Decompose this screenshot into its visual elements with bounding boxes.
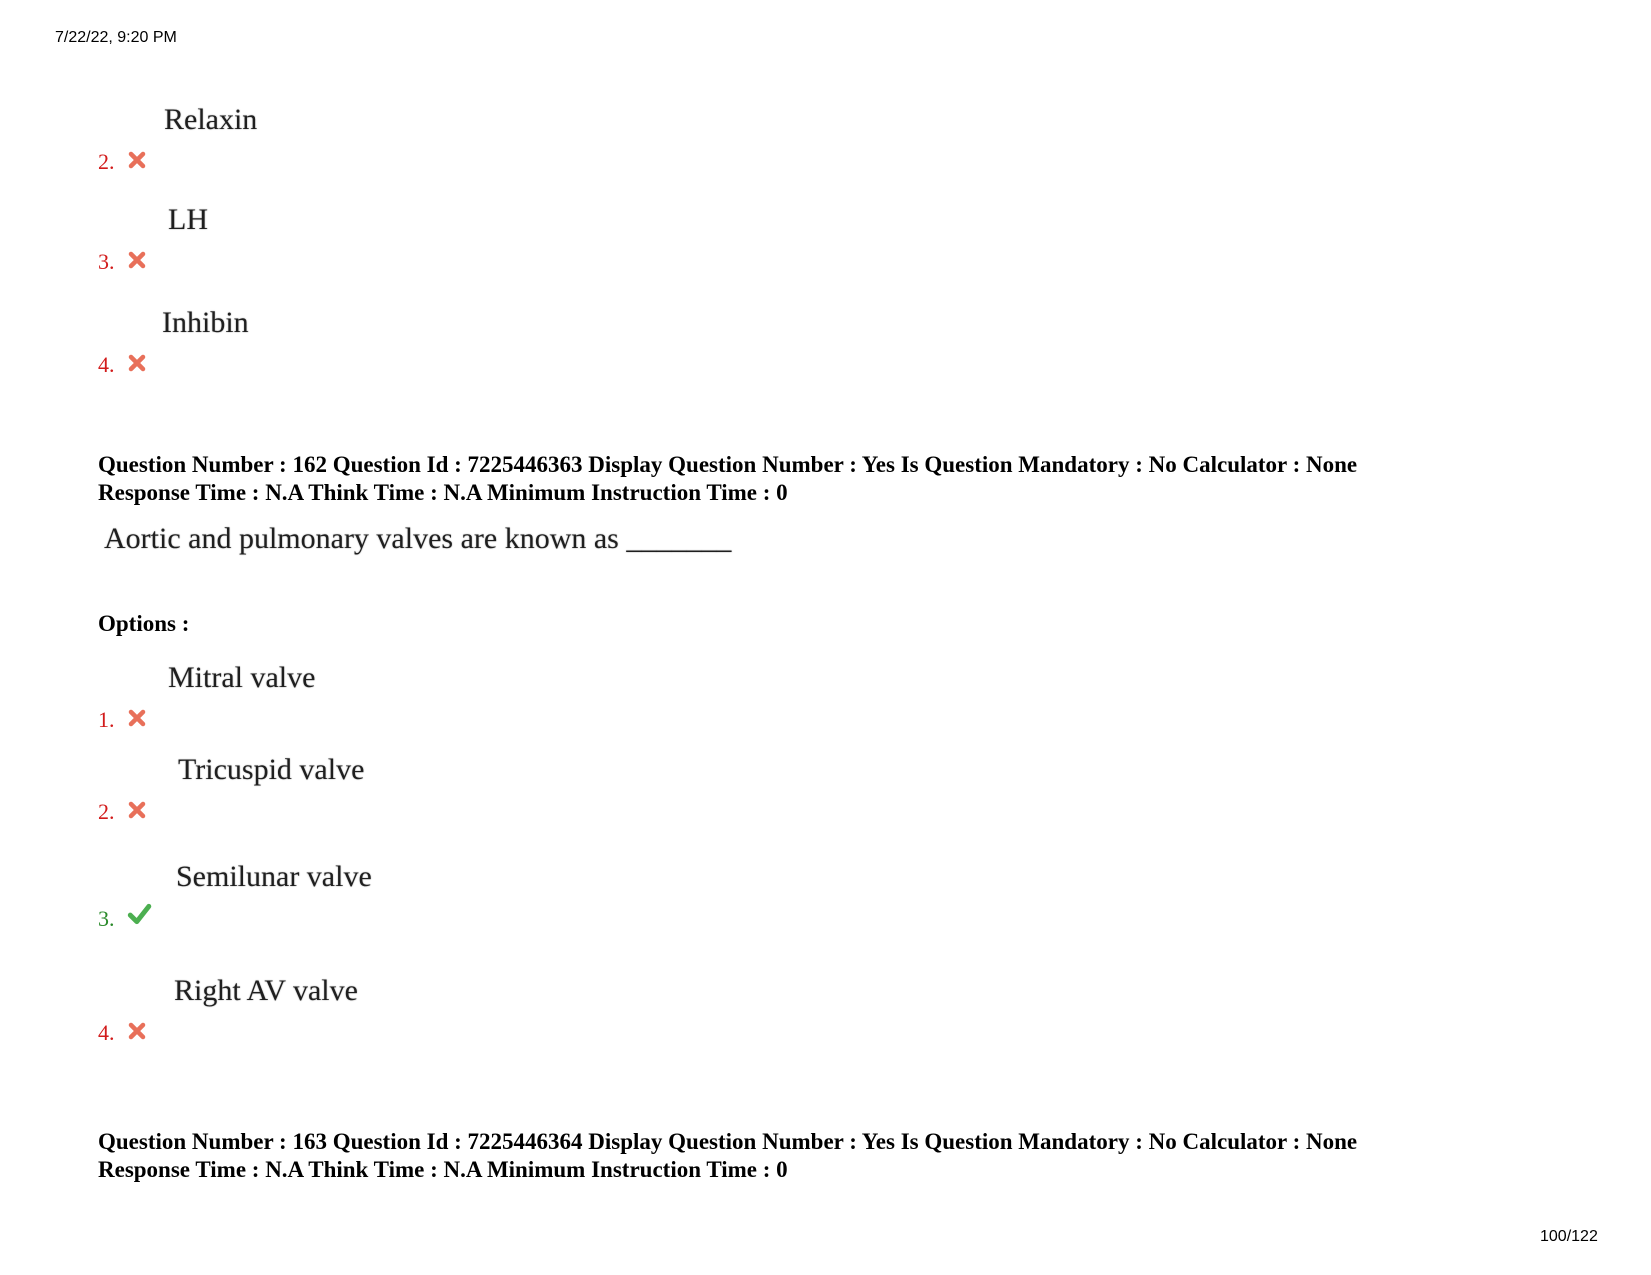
question-text: Aortic and pulmonary valves are known as _______: [104, 522, 732, 555]
option-text: Mitral valve: [168, 661, 316, 694]
option-number: 4.: [98, 352, 115, 377]
cross-icon: [126, 249, 148, 271]
cross-icon: [126, 149, 148, 171]
option-item: [98, 203, 698, 273]
checkmark-icon: [126, 902, 152, 926]
question-meta-line: Response Time : N.A Think Time : N.A Minimum Instruction Time : 0: [98, 1157, 788, 1182]
option-number: 3.: [98, 249, 115, 274]
option-text: Inhibin: [162, 306, 249, 339]
options-label: Options :: [98, 611, 190, 636]
cross-icon: [126, 707, 148, 729]
option-number: 1.: [98, 707, 115, 732]
print-timestamp: 7/22/22, 9:20 PM: [55, 29, 177, 46]
question-meta-line: Question Number : 163 Question Id : 7225446364 Display Question Number : Yes Is Question Mandatory : No Calculator : None: [98, 1129, 1358, 1154]
question-meta-line: Response Time : N.A Think Time : N.A Minimum Instruction Time : 0: [98, 480, 788, 505]
option-item: [98, 306, 698, 376]
option-text: LH: [168, 203, 208, 236]
option-item: [98, 103, 698, 173]
option-text: Tricuspid valve: [178, 753, 365, 786]
option-item: [98, 661, 698, 731]
cross-icon: [126, 352, 148, 374]
question-meta-line: Question Number : 162 Question Id : 7225446363 Display Question Number : Yes Is Question Mandatory : No Calculator : None: [98, 452, 1358, 477]
option-item: [98, 753, 698, 823]
option-number: 2.: [98, 799, 115, 824]
option-item: [98, 860, 698, 930]
option-number: 2.: [98, 149, 115, 174]
cross-icon: [126, 799, 148, 821]
option-item: [98, 974, 698, 1044]
option-number: 4.: [98, 1020, 115, 1045]
option-text: Semilunar valve: [176, 860, 372, 893]
option-number: 3.: [98, 906, 115, 931]
page-number: 100/122: [1540, 1228, 1598, 1245]
option-text: Relaxin: [164, 103, 258, 136]
cross-icon: [126, 1020, 148, 1042]
option-text: Right AV valve: [174, 974, 358, 1007]
